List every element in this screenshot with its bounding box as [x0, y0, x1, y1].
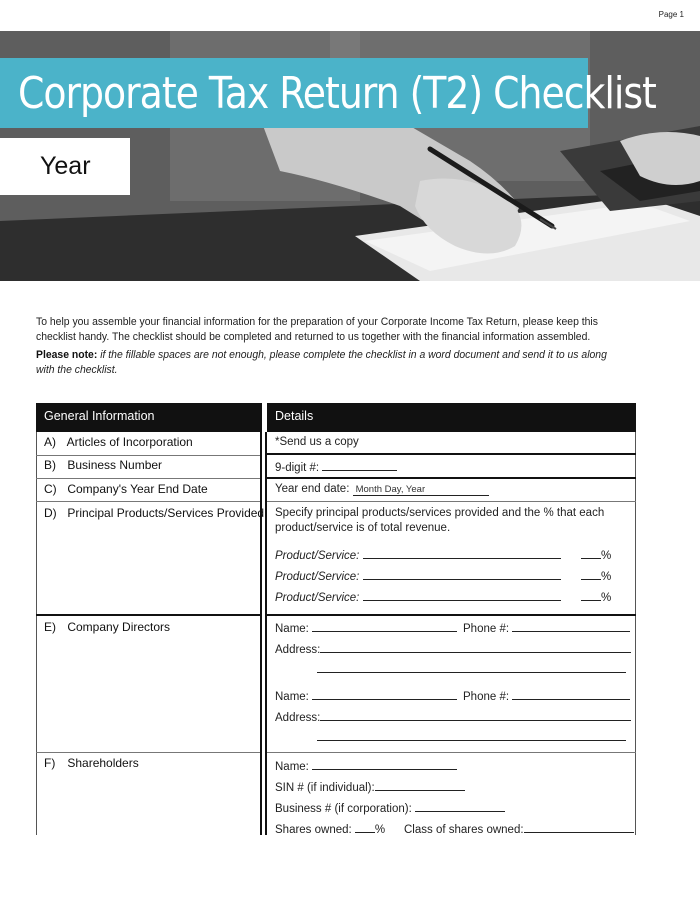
pct-sign: % [374, 824, 386, 836]
pct-input[interactable] [581, 568, 601, 580]
name-input[interactable] [312, 758, 457, 770]
row-divider [267, 614, 636, 616]
director-phone-field-1[interactable] [463, 620, 630, 635]
row-e-label [44, 620, 170, 634]
year-end-input[interactable]: Month Day, Year [353, 484, 489, 496]
address-input[interactable] [317, 661, 626, 673]
sin-field[interactable] [275, 779, 465, 794]
row-divider [36, 501, 260, 502]
row-b-label [44, 458, 162, 472]
row-b-text: Business Number [67, 458, 163, 472]
row-a-letter: A) [44, 435, 56, 449]
form-border-right [635, 432, 636, 835]
phone-label: Phone #: [463, 691, 510, 703]
row-a-label [44, 435, 193, 449]
row-d-detail: Specify principal products/services provided and the % that each product/service is of total revenue. [275, 507, 605, 534]
row-divider [36, 455, 260, 456]
pct-input[interactable] [581, 589, 601, 601]
row-divider [267, 453, 636, 455]
intro-paragraph: To help you assemble your financial information for the preparation of your Corporate Income Tax Return, please keep this checklist handy. The checklist should be completed and returned to us together with the financial information assembled. [36, 316, 598, 343]
director-name-field-1[interactable] [275, 620, 457, 635]
row-e-letter: E) [44, 620, 56, 634]
product-field-2[interactable] [275, 568, 561, 583]
shares-label: Shares owned: [275, 824, 352, 836]
address-label: Address: [275, 712, 321, 724]
class-label: Class of shares owned: [404, 824, 524, 836]
row-divider [36, 752, 260, 753]
address-label: Address: [275, 644, 321, 656]
product-label: Product/Service: [275, 571, 360, 583]
row-e-text: Company Directors [67, 620, 171, 634]
row-c-text: Company's Year End Date [67, 482, 208, 496]
pct-sign: % [601, 550, 612, 562]
product-pct-1[interactable] [581, 547, 611, 562]
shares-input[interactable] [355, 821, 375, 833]
row-d-text: Principal Products/Services Provided [67, 506, 265, 520]
year-end-label: Year end date: [275, 483, 350, 495]
note-text: if the fillable spaces are not enough, please complete the checklist in a word document and send it to us along with the checklist. [36, 349, 607, 376]
product-input[interactable] [363, 589, 561, 601]
sin-input[interactable] [375, 779, 465, 791]
shareholder-name-field[interactable] [275, 758, 457, 773]
director-address-field-1[interactable] [275, 641, 631, 656]
row-d-label [44, 506, 264, 520]
row-f-label [44, 756, 139, 770]
row-a-detail: *Send us a copy [275, 436, 359, 448]
row-c-label [44, 482, 208, 496]
divider-right [265, 432, 267, 835]
address-input[interactable] [320, 641, 631, 653]
row-a-text: Articles of Incorporation [66, 435, 193, 449]
pct-sign: % [601, 571, 612, 583]
row-divider [36, 478, 260, 479]
name-input[interactable] [312, 620, 457, 632]
address-input[interactable] [320, 709, 631, 721]
address-input[interactable] [317, 729, 626, 741]
row-c-letter: C) [44, 482, 57, 496]
year-label: Year [40, 152, 91, 180]
intro-note [36, 348, 613, 378]
row-divider [267, 477, 636, 479]
pct-sign: % [601, 592, 612, 604]
director-address-line-1[interactable] [317, 661, 626, 676]
form-border-left [36, 432, 37, 835]
class-input[interactable] [524, 821, 634, 833]
phone-input[interactable] [512, 620, 630, 632]
bn-input[interactable] [415, 800, 505, 812]
col-header-details: Details [267, 403, 636, 432]
row-divider [267, 501, 636, 502]
phone-label: Phone #: [463, 623, 510, 635]
product-label: Product/Service: [275, 550, 360, 562]
row-f-letter: F) [44, 756, 56, 770]
business-number-input[interactable] [322, 459, 397, 471]
name-input[interactable] [312, 688, 457, 700]
phone-input[interactable] [512, 688, 630, 700]
business-number-label: 9-digit #: [275, 462, 320, 474]
product-pct-2[interactable] [581, 568, 611, 583]
director-name-field-2[interactable] [275, 688, 457, 703]
title-banner [0, 58, 656, 128]
pct-input[interactable] [581, 547, 601, 559]
page-number: Page 1 [658, 10, 684, 19]
sin-label: SIN # (if individual): [275, 782, 375, 794]
page-title: Corporate Tax Return (T2) Checklist [18, 68, 656, 119]
product-label: Product/Service: [275, 592, 360, 604]
business-number-field[interactable] [275, 459, 397, 474]
director-address-field-2[interactable] [275, 709, 631, 724]
product-field-1[interactable] [275, 547, 561, 562]
year-box[interactable] [0, 138, 130, 195]
name-label: Name: [275, 761, 309, 773]
name-label: Name: [275, 691, 309, 703]
checklist-form [36, 403, 636, 835]
product-input[interactable] [363, 547, 561, 559]
product-input[interactable] [363, 568, 561, 580]
product-pct-3[interactable] [581, 589, 611, 604]
row-d-letter: D) [44, 506, 57, 520]
director-phone-field-2[interactable] [463, 688, 630, 703]
row-b-letter: B) [44, 458, 56, 472]
product-field-3[interactable] [275, 589, 561, 604]
row-f-text: Shareholders [67, 756, 139, 770]
divider-left [260, 432, 262, 835]
director-address-line-2[interactable] [317, 729, 626, 744]
shares-owned-field[interactable] [275, 821, 385, 836]
business-num-field[interactable] [275, 800, 505, 815]
bn-label: Business # (if corporation): [275, 803, 412, 815]
year-end-field[interactable] [275, 483, 489, 496]
note-label: Please note: [36, 349, 98, 361]
name-label: Name: [275, 623, 309, 635]
share-class-field[interactable] [404, 821, 634, 836]
row-divider [36, 614, 260, 616]
intro-text [36, 315, 613, 378]
row-divider [267, 752, 636, 753]
col-header-general: General Information [36, 403, 262, 432]
